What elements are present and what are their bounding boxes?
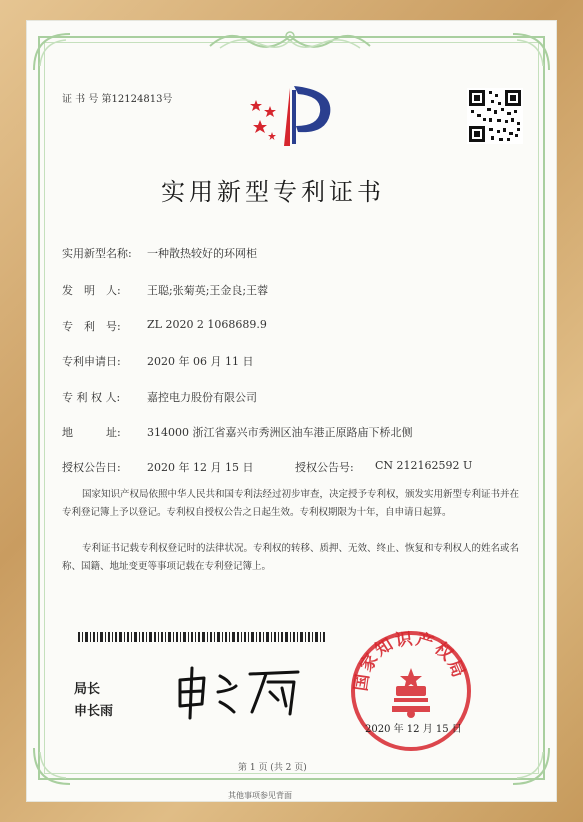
grant-date-value: 2020 年 12 月 15 日 (147, 461, 254, 474)
utility-model-name-value: 一种散热较好的环网柜 (147, 247, 257, 260)
corner-ornament-icon (503, 738, 553, 788)
corner-ornament-icon (30, 738, 80, 788)
certificate-title: 实用新型专利证书 (161, 178, 385, 206)
patent-number-label: 专 利 号: (62, 320, 121, 333)
barcode-icon (78, 632, 328, 642)
grant-number-label: 授权公告号: (295, 461, 354, 474)
application-date-value: 2020 年 06 月 11 日 (147, 355, 254, 368)
footer-note: 其他事项参见背面 (228, 791, 292, 800)
qr-code-icon (467, 88, 523, 144)
patentee-value: 嘉控电力股份有限公司 (147, 391, 257, 404)
address-label: 地 址: (62, 426, 121, 439)
certificate-paragraph: 专利证书记载专利权登记时的法律状况。专利权的转移、质押、无效、终止、恢复和专利权人的姓名或名称、国籍、地址变更等事项记载在专利登记簿上。 (62, 543, 520, 572)
certificate-paragraph: 国家知识产权局依照中华人民共和国专利法经过初步审查，决定授予专利权，颁发实用新型专利证书并在专利登记簿上予以登记。专利权自授权公告之日起生效。专利权期限为十年，自申请日起算。 (62, 489, 520, 518)
patent-office-logo-icon (248, 80, 338, 152)
inventor-label: 发 明 人: (62, 284, 121, 297)
patent-number-value: ZL 2020 2 1068689.9 (147, 318, 267, 331)
grant-date-label: 授权公告日: (62, 461, 121, 474)
seal-date: 2020 年 12 月 15 日 (365, 724, 462, 735)
director-title: 局长 (74, 682, 101, 697)
director-name: 申长雨 (74, 704, 114, 719)
page-indicator: 第 1 页 (共 2 页) (238, 763, 307, 773)
corner-ornament-icon (30, 30, 80, 80)
utility-model-name-label: 实用新型名称: (62, 247, 132, 260)
seal-text: 国家知识产权局 (351, 628, 470, 693)
corner-ornament-icon (503, 30, 553, 80)
certificate-number: 证 书 号 第12124813号 (62, 94, 173, 105)
grant-number-value: CN 212162592 U (375, 459, 473, 472)
patentee-label: 专 利 权 人: (62, 391, 121, 404)
handwritten-signature (170, 662, 310, 722)
inventor-value: 王聪;张菊英;王金良;王蓉 (147, 284, 269, 297)
official-seal-icon (348, 628, 474, 754)
top-ornament-icon (200, 24, 380, 54)
address-value: 314000 浙江省嘉兴市秀洲区油车港正原路庙下桥北侧 (147, 426, 413, 439)
application-date-label: 专利申请日: (62, 355, 121, 368)
